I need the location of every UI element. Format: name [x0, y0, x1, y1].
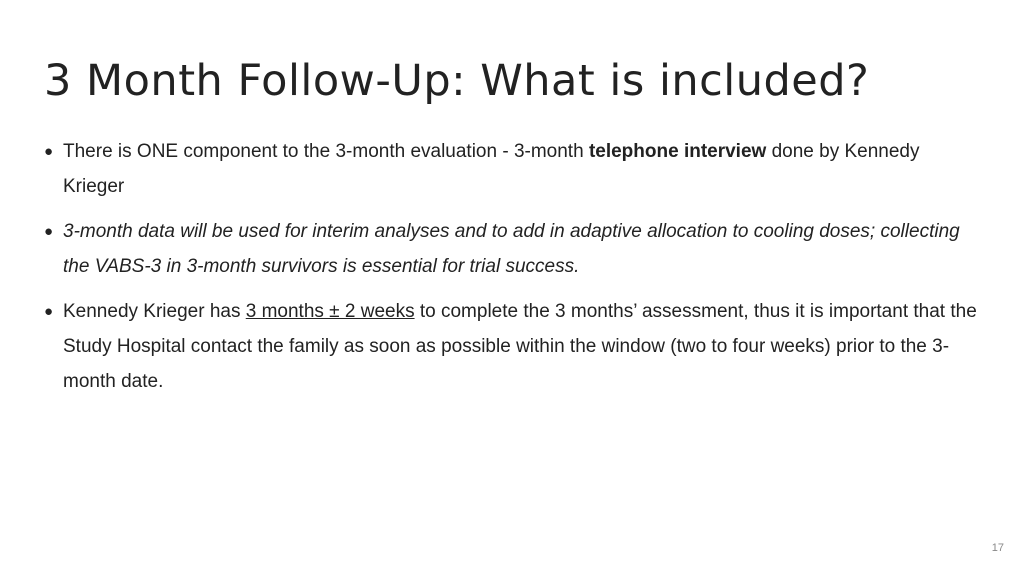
bullet-text: to complete the 3 months’ assessment, thus it is important that the Study Hospital contact the family as soon as possible within the window (two to four weeks) prior to the 3-month date.	[63, 301, 977, 392]
bullet-dot-icon: ●	[44, 223, 54, 240]
bullet-item-interim-analyses	[44, 214, 984, 284]
page-number: 17	[991, 542, 1004, 554]
bullet-text: Kennedy Krieger has	[63, 301, 246, 322]
bullet-item-telephone-interview	[44, 134, 984, 204]
bullet-underlined-text: 3 months ± 2 weeks	[245, 301, 415, 322]
bullet-list	[44, 134, 984, 409]
bullet-text: There is ONE component to the 3-month evaluation - 3-month	[63, 141, 589, 162]
bullet-italic-text: 3-month data will be used for interim analyses and to add in adaptive allocation to cooling doses; collecting the VABS-3 in 3-month survivors is essential for trial success.	[63, 221, 960, 277]
bullet-item-assessment-window	[44, 294, 984, 399]
bullet-dot-icon: ●	[44, 143, 54, 160]
slide-title: 3 Month Follow-Up: What is included?	[44, 56, 870, 106]
bullet-dot-icon: ●	[44, 303, 54, 320]
bullet-text: done by Kennedy Krieger	[63, 141, 920, 197]
bullet-bold-text: telephone interview	[588, 141, 767, 162]
